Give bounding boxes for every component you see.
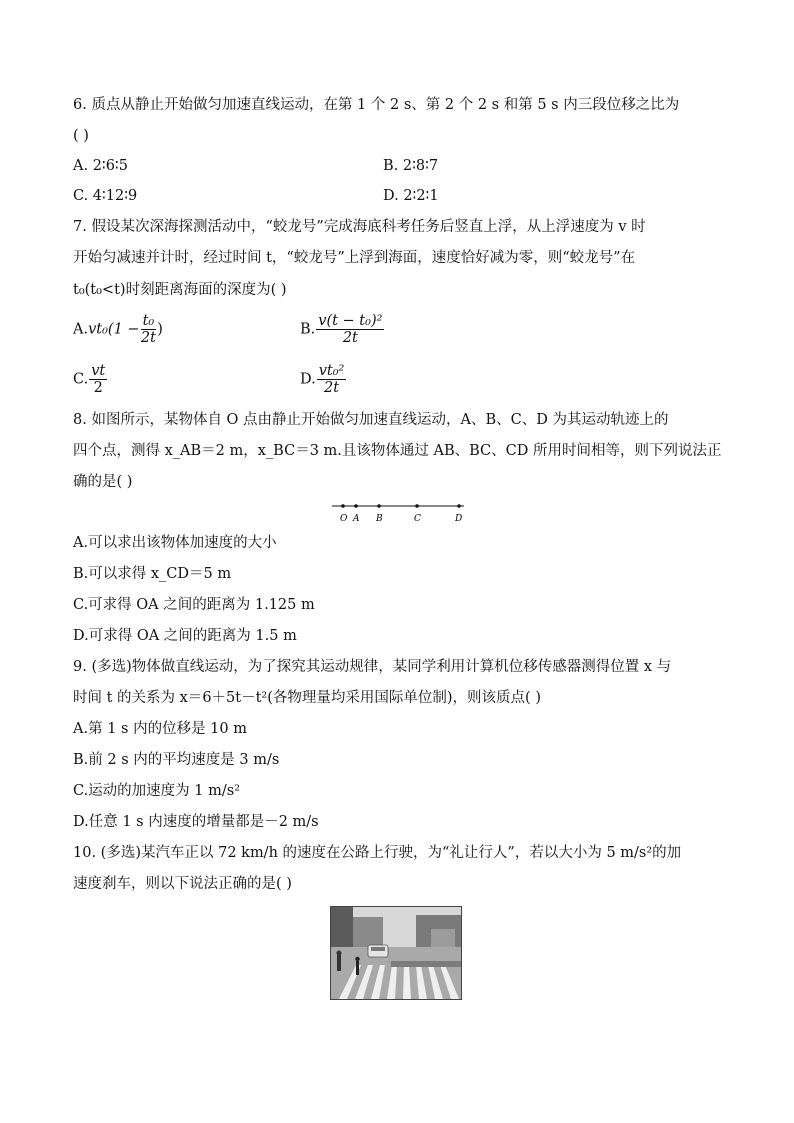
q7-line-3: t₀(t₀<t)时刻距离海面的深度为( )	[73, 282, 287, 298]
point-o-label: O	[340, 514, 348, 524]
pedestrian-left	[337, 955, 341, 971]
q7-option-d	[300, 363, 347, 396]
point-a-dot	[354, 504, 358, 508]
q7-option-a-num: t₀	[142, 313, 155, 329]
pedestrian-left-head	[337, 951, 342, 956]
q7-option-a-expr: vt₀(1 −	[88, 321, 140, 338]
q7-option-d-label: D.	[300, 371, 316, 388]
point-d-dot	[457, 504, 461, 508]
q9-option-a: A.第 1 s 内的位移是 10 m	[73, 721, 247, 737]
q8-option-d: D.可求得 OA 之间的距离为 1.5 m	[73, 628, 297, 644]
point-o-dot	[341, 504, 345, 508]
q8-option-c: C.可求得 OA 之间的距离为 1.125 m	[73, 597, 315, 613]
q6-option-a: A. 2∶6∶5	[73, 158, 128, 174]
q7-option-b-num: v(t − t₀)²	[318, 313, 383, 329]
point-c-label: C	[414, 514, 421, 524]
car-windshield	[371, 947, 385, 951]
q7-option-b	[300, 313, 385, 346]
crosswalk-photo	[330, 906, 462, 1000]
q6-stem: 6. 质点从静止开始做匀加速直线运动，在第 1 个 2 s、第 2 个 2 s 和第 5 s 内三段位移之比为	[73, 97, 680, 113]
q7-line-2: 开始匀减速并计时，经过时间 t，“蛟龙号”上浮到海面，速度恰好减为零，则“蛟龙号”在	[73, 250, 636, 266]
q7-option-b-den: 2t	[342, 330, 358, 346]
bus-shelter	[431, 929, 455, 947]
crosswalk-photo-illustration	[331, 907, 461, 999]
q7-option-a-close: )	[157, 321, 163, 338]
q7-option-b-label: B.	[300, 321, 316, 338]
q9-option-c: C.运动的加速度为 1 m/s²	[73, 783, 241, 799]
q6-answer-paren: ( )	[73, 128, 89, 144]
q8-line-1: 8. 如图所示，某物体自 O 点由静止开始做匀加速直线运动，A、B、C、D 为其运动轨迹上的	[73, 412, 669, 428]
q7-option-b-fraction	[316, 313, 384, 346]
point-b-label: B	[376, 514, 383, 524]
q7-option-a	[73, 313, 163, 346]
q7-option-d-fraction	[317, 363, 347, 396]
point-d-label: D	[455, 514, 463, 524]
q7-option-c-fraction	[89, 363, 107, 396]
q9-option-b: B.前 2 s 内的平均速度是 3 m/s	[73, 752, 280, 768]
q8-line-2: 四个点，测得 x_AB＝2 m，x_BC＝3 m.且该物体通过 AB、BC、CD 所用时间相等，则下列说法正	[73, 443, 722, 459]
q7-option-a-fraction	[141, 313, 157, 346]
q6-option-c: C. 4∶12∶9	[73, 188, 138, 204]
q7-option-a-label: A.	[73, 321, 89, 338]
q8-option-b: B.可以求得 x_CD＝5 m	[73, 566, 232, 582]
q8-option-a: A.可以求出该物体加速度的大小	[73, 535, 277, 551]
point-a-label: A	[353, 514, 360, 524]
railing	[391, 961, 461, 967]
q7-option-c-num: vt	[91, 363, 106, 379]
q7-line-1: 7. 假设某次深海探测活动中，“蛟龙号”完成海底科考任务后竖直上浮，从上浮速度为 v 时	[73, 219, 646, 235]
q6-option-d: D. 2∶2∶1	[383, 188, 439, 204]
q10-line-1: 10. (多选)某汽车正以 72 km/h 的速度在公路上行驶，为“礼让行人”，若以大小为 5 m/s²的加	[73, 845, 682, 861]
point-c-dot	[415, 504, 419, 508]
point-b-dot	[377, 504, 381, 508]
q9-line-1: 9. (多选)物体做直线运动，为了探究其运动规律，某同学利用计算机位移传感器测得位置 x 与	[73, 659, 672, 675]
q10-line-2: 速度刹车，则以下说法正确的是( )	[73, 876, 292, 892]
q9-option-d: D.任意 1 s 内速度的增量都是－2 m/s	[73, 814, 319, 830]
q7-option-d-num: vt₀²	[318, 363, 345, 379]
q7-option-a-den: 2t	[140, 330, 156, 346]
q6-option-b: B. 2∶8∶7	[383, 158, 439, 174]
q7-option-d-den: 2t	[324, 380, 340, 396]
q8-line-3: 确的是( )	[73, 474, 133, 490]
trajectory-diagram	[332, 500, 466, 526]
q7-option-c	[73, 363, 108, 396]
pedestrian-center	[356, 961, 359, 975]
q7-option-c-label: C.	[73, 371, 89, 388]
pedestrian-center-head	[355, 957, 359, 961]
q7-option-c-den: 2	[93, 380, 103, 396]
q9-line-2: 时间 t 的关系为 x＝6＋5t－t²(各物理量均采用国际单位制)，则该质点( )	[73, 690, 541, 706]
